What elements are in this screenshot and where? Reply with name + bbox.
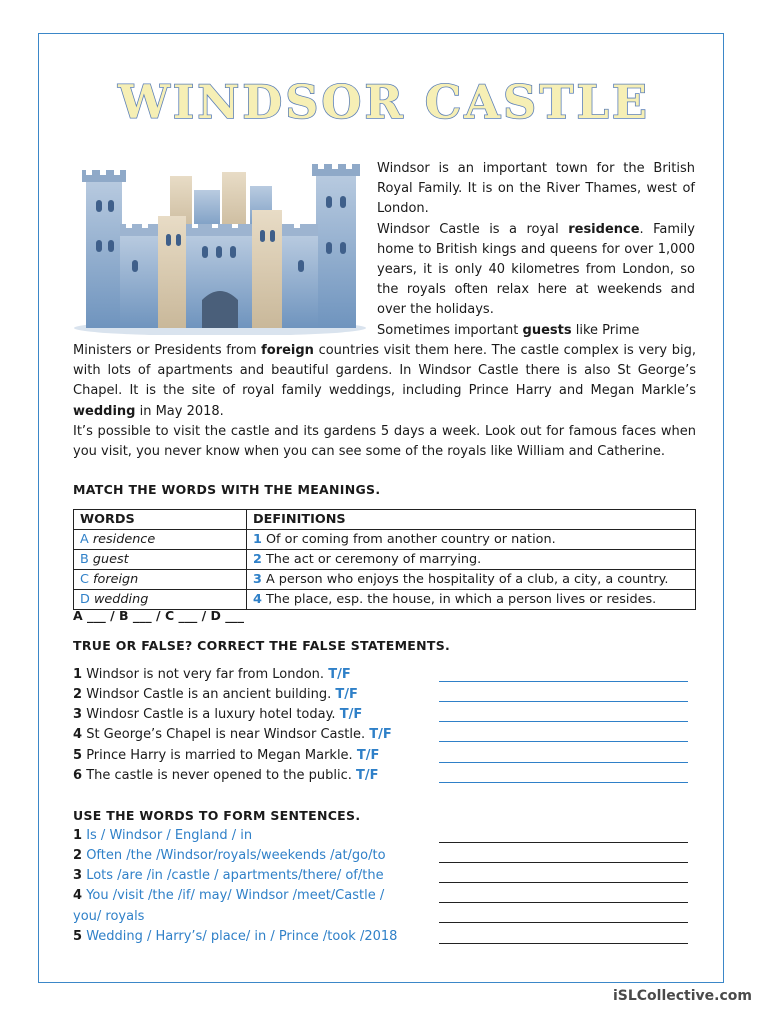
- word-letter: B: [80, 552, 89, 567]
- word-cell: [74, 570, 247, 590]
- title-banner: [0, 64, 768, 134]
- table-row: [74, 550, 696, 570]
- tf-choice[interactable]: T/F: [335, 687, 358, 702]
- sentence-item: [73, 886, 384, 906]
- word-letter: A: [80, 532, 89, 547]
- reading-text: It’s possible to visit the castle and its gardens 5 days a week. Look out for famous faces when you visit, you never know when you can see some of the royals like William and Catherine.: [73, 423, 696, 460]
- jumbled-words: You /visit /the /if/ may/ Windsor /meet/Castle /: [86, 888, 385, 903]
- definition-cell: [247, 550, 696, 570]
- statement-text: The castle is never opened to the public.: [86, 768, 352, 783]
- sentences-heading: USE THE WORDS TO FORM SENTENCES.: [73, 808, 361, 823]
- word-text: guest: [92, 552, 129, 567]
- word-letter: C: [80, 572, 89, 587]
- truefalse-heading: TRUE OR FALSE? CORRECT THE FALSE STATEMENTS.: [73, 638, 451, 653]
- item-number: 2: [73, 848, 83, 863]
- answer-line[interactable]: [439, 741, 688, 742]
- definition-number: 3: [253, 572, 262, 587]
- word-text: residence: [92, 532, 156, 547]
- table-row: [74, 530, 696, 550]
- match-heading: MATCH THE WORDS WITH THE MEANINGS.: [73, 482, 381, 497]
- definition-cell: [247, 570, 696, 590]
- tf-choice[interactable]: T/F: [356, 768, 379, 783]
- definition-number: 2: [253, 552, 262, 567]
- definition-cell: [247, 590, 696, 610]
- truefalse-item: [73, 766, 379, 786]
- truefalse-item: [73, 665, 351, 685]
- sentence-item: [73, 927, 397, 947]
- truefalse-item: [73, 705, 362, 725]
- site-watermark: iSLCollective.com: [612, 988, 752, 1004]
- jumbled-words: you/ royals: [73, 909, 145, 924]
- table-row: [74, 570, 696, 590]
- tf-choice[interactable]: T/F: [328, 667, 351, 682]
- definition-text: The place, esp. the house, in which a person lives or resides.: [265, 592, 657, 607]
- answer-line[interactable]: [439, 943, 688, 944]
- tf-choice[interactable]: T/F: [339, 707, 363, 722]
- column-header-words: WORDS: [74, 510, 247, 530]
- truefalse-item: [73, 725, 392, 745]
- reading-text: like Prime: [571, 322, 640, 338]
- item-number: 4: [73, 888, 83, 903]
- item-number: 1: [73, 828, 83, 843]
- reading-text: countries visit them here. The castle complex is very big, with lots of apartments and beautiful gardens. In Windsor Castle there is also St George’s Chapel. It is the site of royal family weddings, including Prince Harry and Megan Markle’s: [73, 343, 696, 399]
- reading-text: . Family home to British kings and queens for over 1,000 years, it is only 40 kilometres from London, so the royals often relax here at weekends and over the holidays.: [377, 221, 695, 318]
- match-table: [73, 509, 696, 610]
- answer-line[interactable]: [439, 721, 688, 722]
- tf-choice[interactable]: T/F: [356, 748, 380, 763]
- keyword-residence: residence: [568, 221, 640, 237]
- item-number: 5: [73, 748, 83, 763]
- statement-text: Windsor is not very far from London.: [86, 667, 325, 682]
- castle-illustration: [72, 150, 368, 335]
- jumbled-words: Is / Windsor / England / in: [86, 828, 253, 843]
- sentence-item: [73, 846, 386, 866]
- reading-paragraph-1: [377, 159, 695, 341]
- answer-line[interactable]: [439, 681, 688, 682]
- truefalse-item: [73, 685, 358, 705]
- item-number: 2: [73, 687, 83, 702]
- answer-line[interactable]: [439, 782, 688, 783]
- jumbled-words: Wedding / Harry’s/ place/ in / Prince /took /2018: [86, 929, 398, 944]
- definition-cell: [247, 530, 696, 550]
- item-number: 3: [73, 707, 83, 722]
- item-number: 4: [73, 727, 83, 742]
- answer-line[interactable]: [439, 922, 688, 923]
- answer-line[interactable]: [439, 762, 688, 763]
- jumbled-words: Often /the /Windsor/royals/weekends /at/go/to: [86, 848, 386, 863]
- statement-text: Windsor Castle is an ancient building.: [86, 687, 332, 702]
- reading-text: Windsor Castle is a royal: [377, 221, 569, 237]
- reading-paragraph-2: [73, 341, 696, 462]
- item-number: 6: [73, 768, 83, 783]
- item-number: 3: [73, 868, 83, 883]
- item-number: 1: [73, 667, 83, 682]
- answer-line[interactable]: [439, 862, 688, 863]
- table-header-row: [74, 510, 696, 530]
- sentence-item: [73, 826, 252, 846]
- word-letter: D: [80, 592, 90, 607]
- word-cell: [74, 530, 247, 550]
- jumbled-words: Lots /are /in /castle / apartments/there/ of/the: [86, 868, 384, 883]
- truefalse-item: [73, 746, 379, 766]
- tf-choice[interactable]: T/F: [369, 727, 392, 742]
- keyword-wedding: wedding: [73, 403, 136, 419]
- word-text: wedding: [93, 592, 149, 607]
- answer-line[interactable]: [439, 902, 688, 903]
- answer-line[interactable]: [439, 882, 688, 883]
- page-title: WINDSOR CASTLE: [118, 75, 650, 129]
- answer-line[interactable]: [439, 701, 688, 702]
- definition-number: 1: [253, 532, 262, 547]
- reading-text: in May 2018.: [135, 403, 224, 419]
- keyword-foreign: foreign: [261, 343, 314, 358]
- definition-text: Of or coming from another country or nation.: [265, 532, 556, 547]
- definition-text: The act or ceremony of marrying.: [265, 552, 482, 567]
- definition-text: A person who enjoys the hospitality of a club, a city, a country.: [265, 572, 669, 587]
- column-header-definitions: DEFINITIONS: [247, 510, 696, 530]
- reading-text: Sometimes important: [377, 322, 523, 338]
- reading-text: Ministers or Presidents from: [73, 343, 262, 358]
- match-answer-line[interactable]: A ___ / B ___ / C ___ / D ___: [73, 608, 244, 623]
- title-graphic: [104, 64, 664, 134]
- item-number: 5: [73, 929, 83, 944]
- word-cell: [74, 550, 247, 570]
- definition-number: 4: [253, 592, 262, 607]
- sentence-item: [73, 866, 384, 886]
- statement-text: Windosr Castle is a luxury hotel today.: [86, 707, 336, 722]
- answer-line[interactable]: [439, 842, 688, 843]
- statement-text: Prince Harry is married to Megan Markle.: [86, 748, 353, 763]
- sentence-item: [73, 907, 144, 927]
- word-text: foreign: [93, 572, 139, 587]
- reading-text: Windsor is an important town for the British Royal Family. It is on the River Thames, west of London.: [377, 161, 695, 217]
- statement-text: St George’s Chapel is near Windsor Castle.: [86, 727, 366, 742]
- keyword-guests: guests: [522, 322, 572, 338]
